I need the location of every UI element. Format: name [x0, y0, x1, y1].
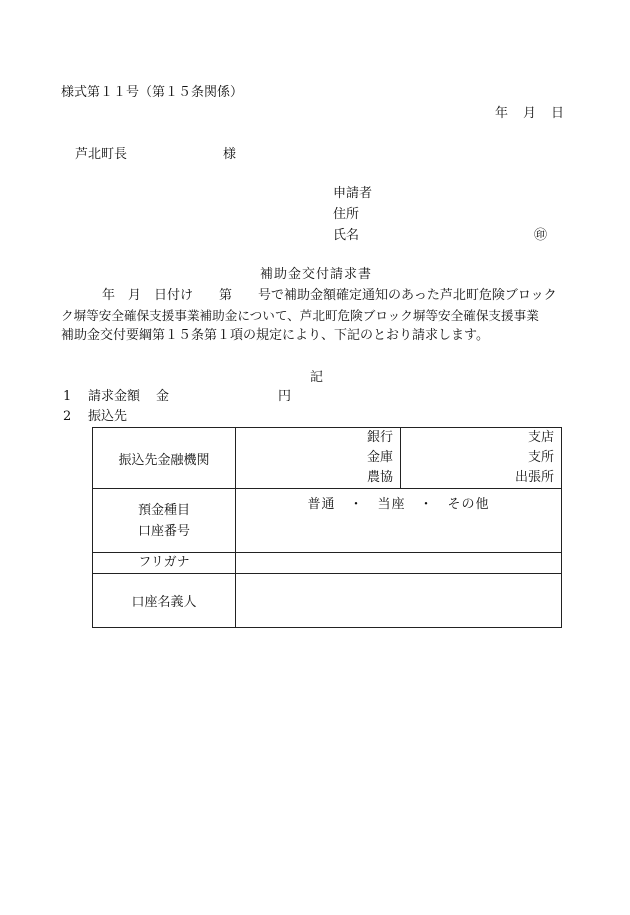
- deposit-type-label: 預金種目: [137, 502, 190, 518]
- holder-value-cell[interactable]: [236, 574, 562, 628]
- bank-type-bank: 銀行: [366, 430, 393, 445]
- addressee-name: 芦北町長: [75, 147, 128, 162]
- addressee-honorific: 様: [223, 147, 237, 162]
- item-2-label: 振込先: [88, 409, 128, 424]
- account-number-label: 口座番号: [137, 523, 190, 539]
- body-line-3: 補助金交付要綱第１５条第１項の規定により、下記のとおり請求します。: [61, 328, 489, 343]
- branch-type-cell[interactable]: [401, 428, 562, 489]
- form-number: 様式第１１号（第１５条関係）: [61, 85, 244, 100]
- item-1-label: 請求金額: [88, 389, 141, 404]
- deposit-options: [236, 493, 561, 512]
- applicant-name-label: 氏名: [333, 228, 360, 243]
- branch-type-shisho: 支所: [527, 450, 554, 465]
- deposit-option-other[interactable]: その他: [447, 497, 490, 512]
- item-1-number: 1: [63, 389, 72, 404]
- applicant-address-label: 住所: [333, 207, 360, 222]
- deposit-option-toza[interactable]: 当座: [377, 497, 406, 512]
- body-line-2: ク塀等安全確保支援事業補助金について、芦北町危険ブロック塀等安全確保支援事業: [61, 308, 539, 323]
- bank-type-nokyo: 農協: [366, 470, 393, 485]
- holder-row: [93, 574, 562, 628]
- deposit-option-futsu[interactable]: 普通: [307, 497, 336, 512]
- furigana-label: フリガナ: [93, 553, 236, 574]
- bank-transfer-table: [92, 427, 562, 628]
- deposit-row: [93, 489, 562, 553]
- separator-dot: ・: [349, 497, 364, 512]
- holder-label: 口座名義人: [93, 574, 236, 628]
- deposit-label-cell: [93, 489, 236, 553]
- institution-row: [93, 428, 562, 489]
- bank-type-shinkin: 金庫: [366, 450, 393, 465]
- date-line: 年 月 日: [495, 106, 566, 121]
- branch-type-shiten: 支店: [527, 430, 554, 445]
- deposit-value-cell[interactable]: [236, 489, 562, 553]
- document-title: 補助金交付請求書: [260, 267, 373, 282]
- bank-type-cell[interactable]: [236, 428, 401, 489]
- applicant-label: 申請者: [333, 186, 373, 201]
- separator-dot: ・: [419, 497, 434, 512]
- item-2-number: 2: [63, 409, 72, 424]
- ki-heading: 記: [310, 370, 324, 385]
- body-line-1: 年 月 日付け 第 号で補助金額確定通知のあった芦北町危険ブロック: [102, 288, 557, 303]
- seal-mark-icon: ㊞: [534, 228, 548, 243]
- branch-type-shucchojo: 出張所: [514, 470, 554, 485]
- institution-label: 振込先金融機関: [93, 428, 236, 489]
- furigana-value-cell[interactable]: [236, 553, 562, 574]
- furigana-row: [93, 553, 562, 574]
- item-1-unit: 円: [278, 389, 292, 404]
- item-1-prefix: 金: [156, 389, 170, 404]
